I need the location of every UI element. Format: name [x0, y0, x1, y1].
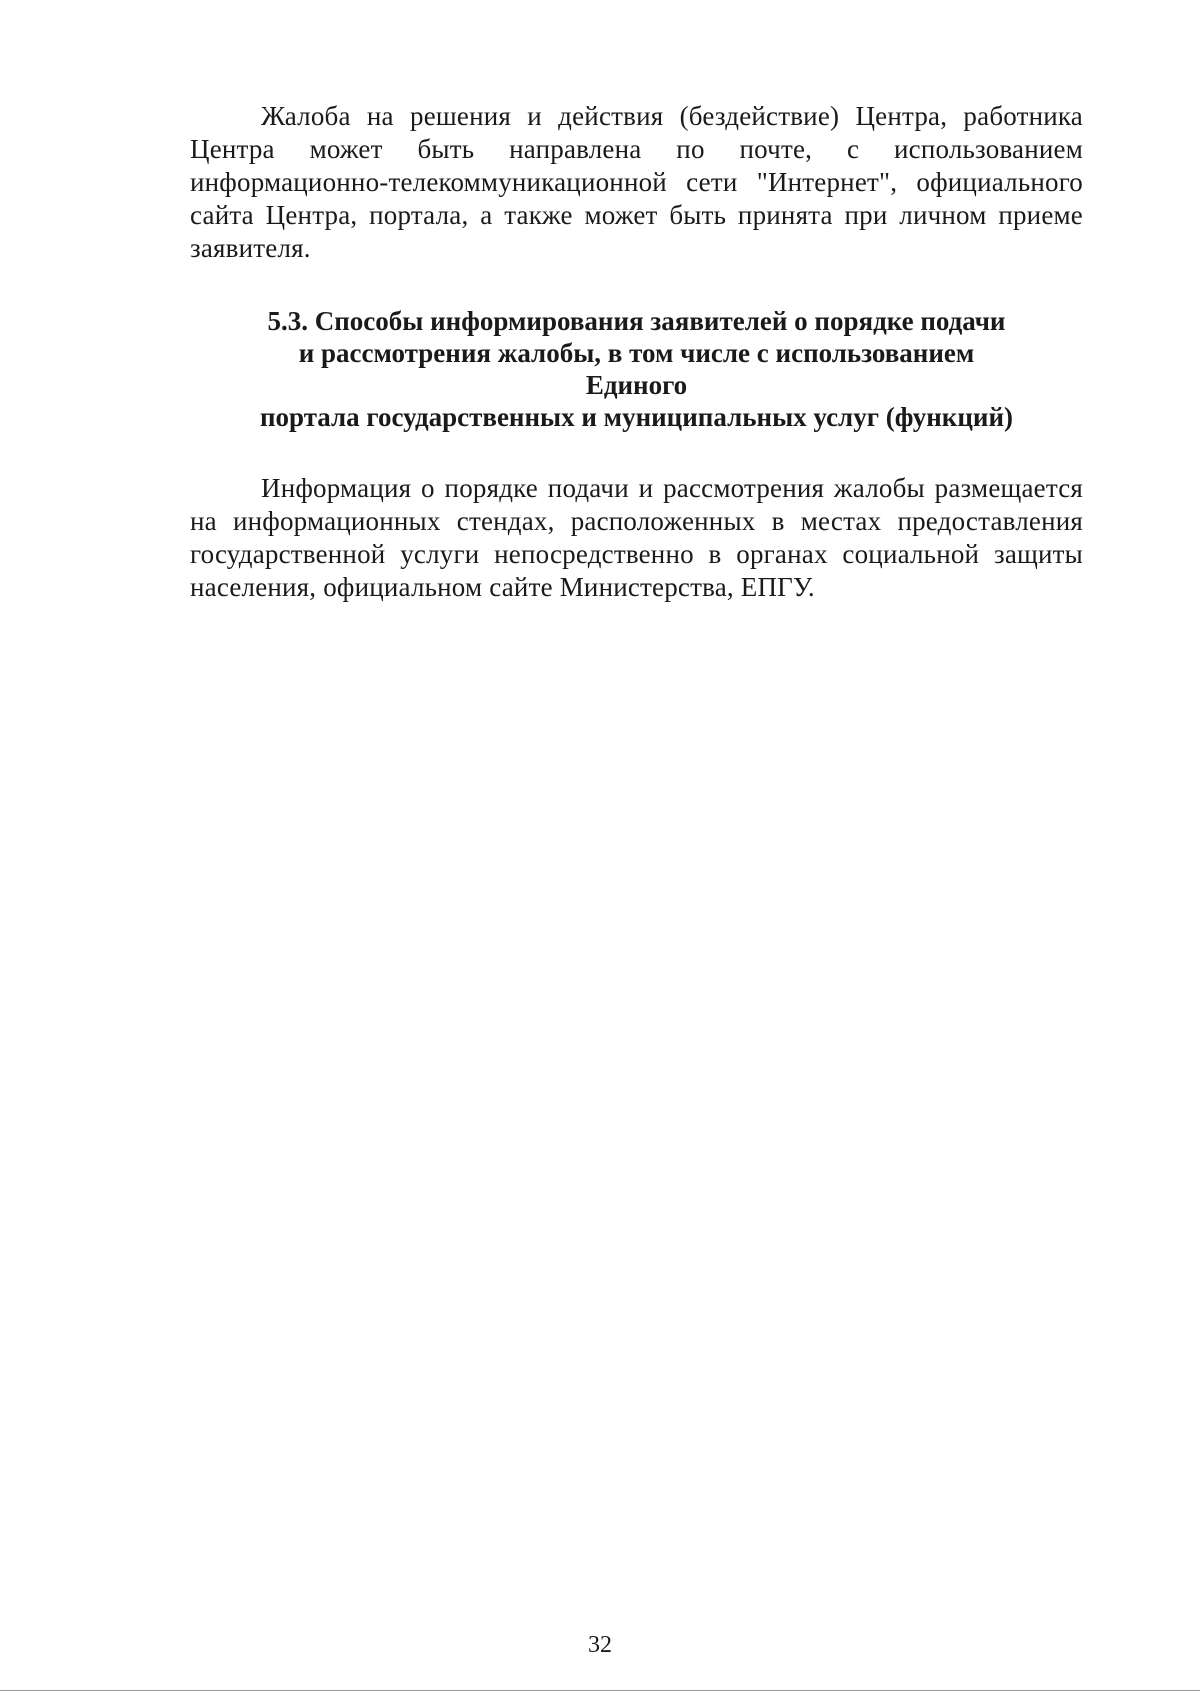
- section-heading-line-4: портала государственных и муниципальных услуг (функций): [259, 402, 1013, 432]
- page-content: [190, 100, 1083, 604]
- section-heading: [190, 305, 1083, 433]
- complaint-submission-paragraph: Жалоба на решения и действия (бездействие) Центра, работника Центра может быть направлена по почте, с использованием информационно-телекоммуникационной сети "Интернет", официального сайта Центра, портала, а также может быть принята при личном приеме заявителя.: [190, 101, 1083, 263]
- section-heading-line-2: и рассмотрения жалобы, в том числе с использованием: [298, 338, 975, 368]
- information-placement-paragraph: Информация о порядке подачи и рассмотрения жалобы размещается на информационных стендах, расположенных в местах предоставления государственной услуги непосредственно в органах социальной защиты населения, официальном сайте Министерства, ЕПГУ.: [190, 473, 1083, 602]
- page-number: 32: [588, 1632, 612, 1658]
- scan-bottom-edge: [0, 1690, 1200, 1691]
- section-heading-line-1: 5.3. Способы информирования заявителей о порядке подачи: [267, 306, 1006, 336]
- section-heading-line-3: Единого: [585, 370, 688, 400]
